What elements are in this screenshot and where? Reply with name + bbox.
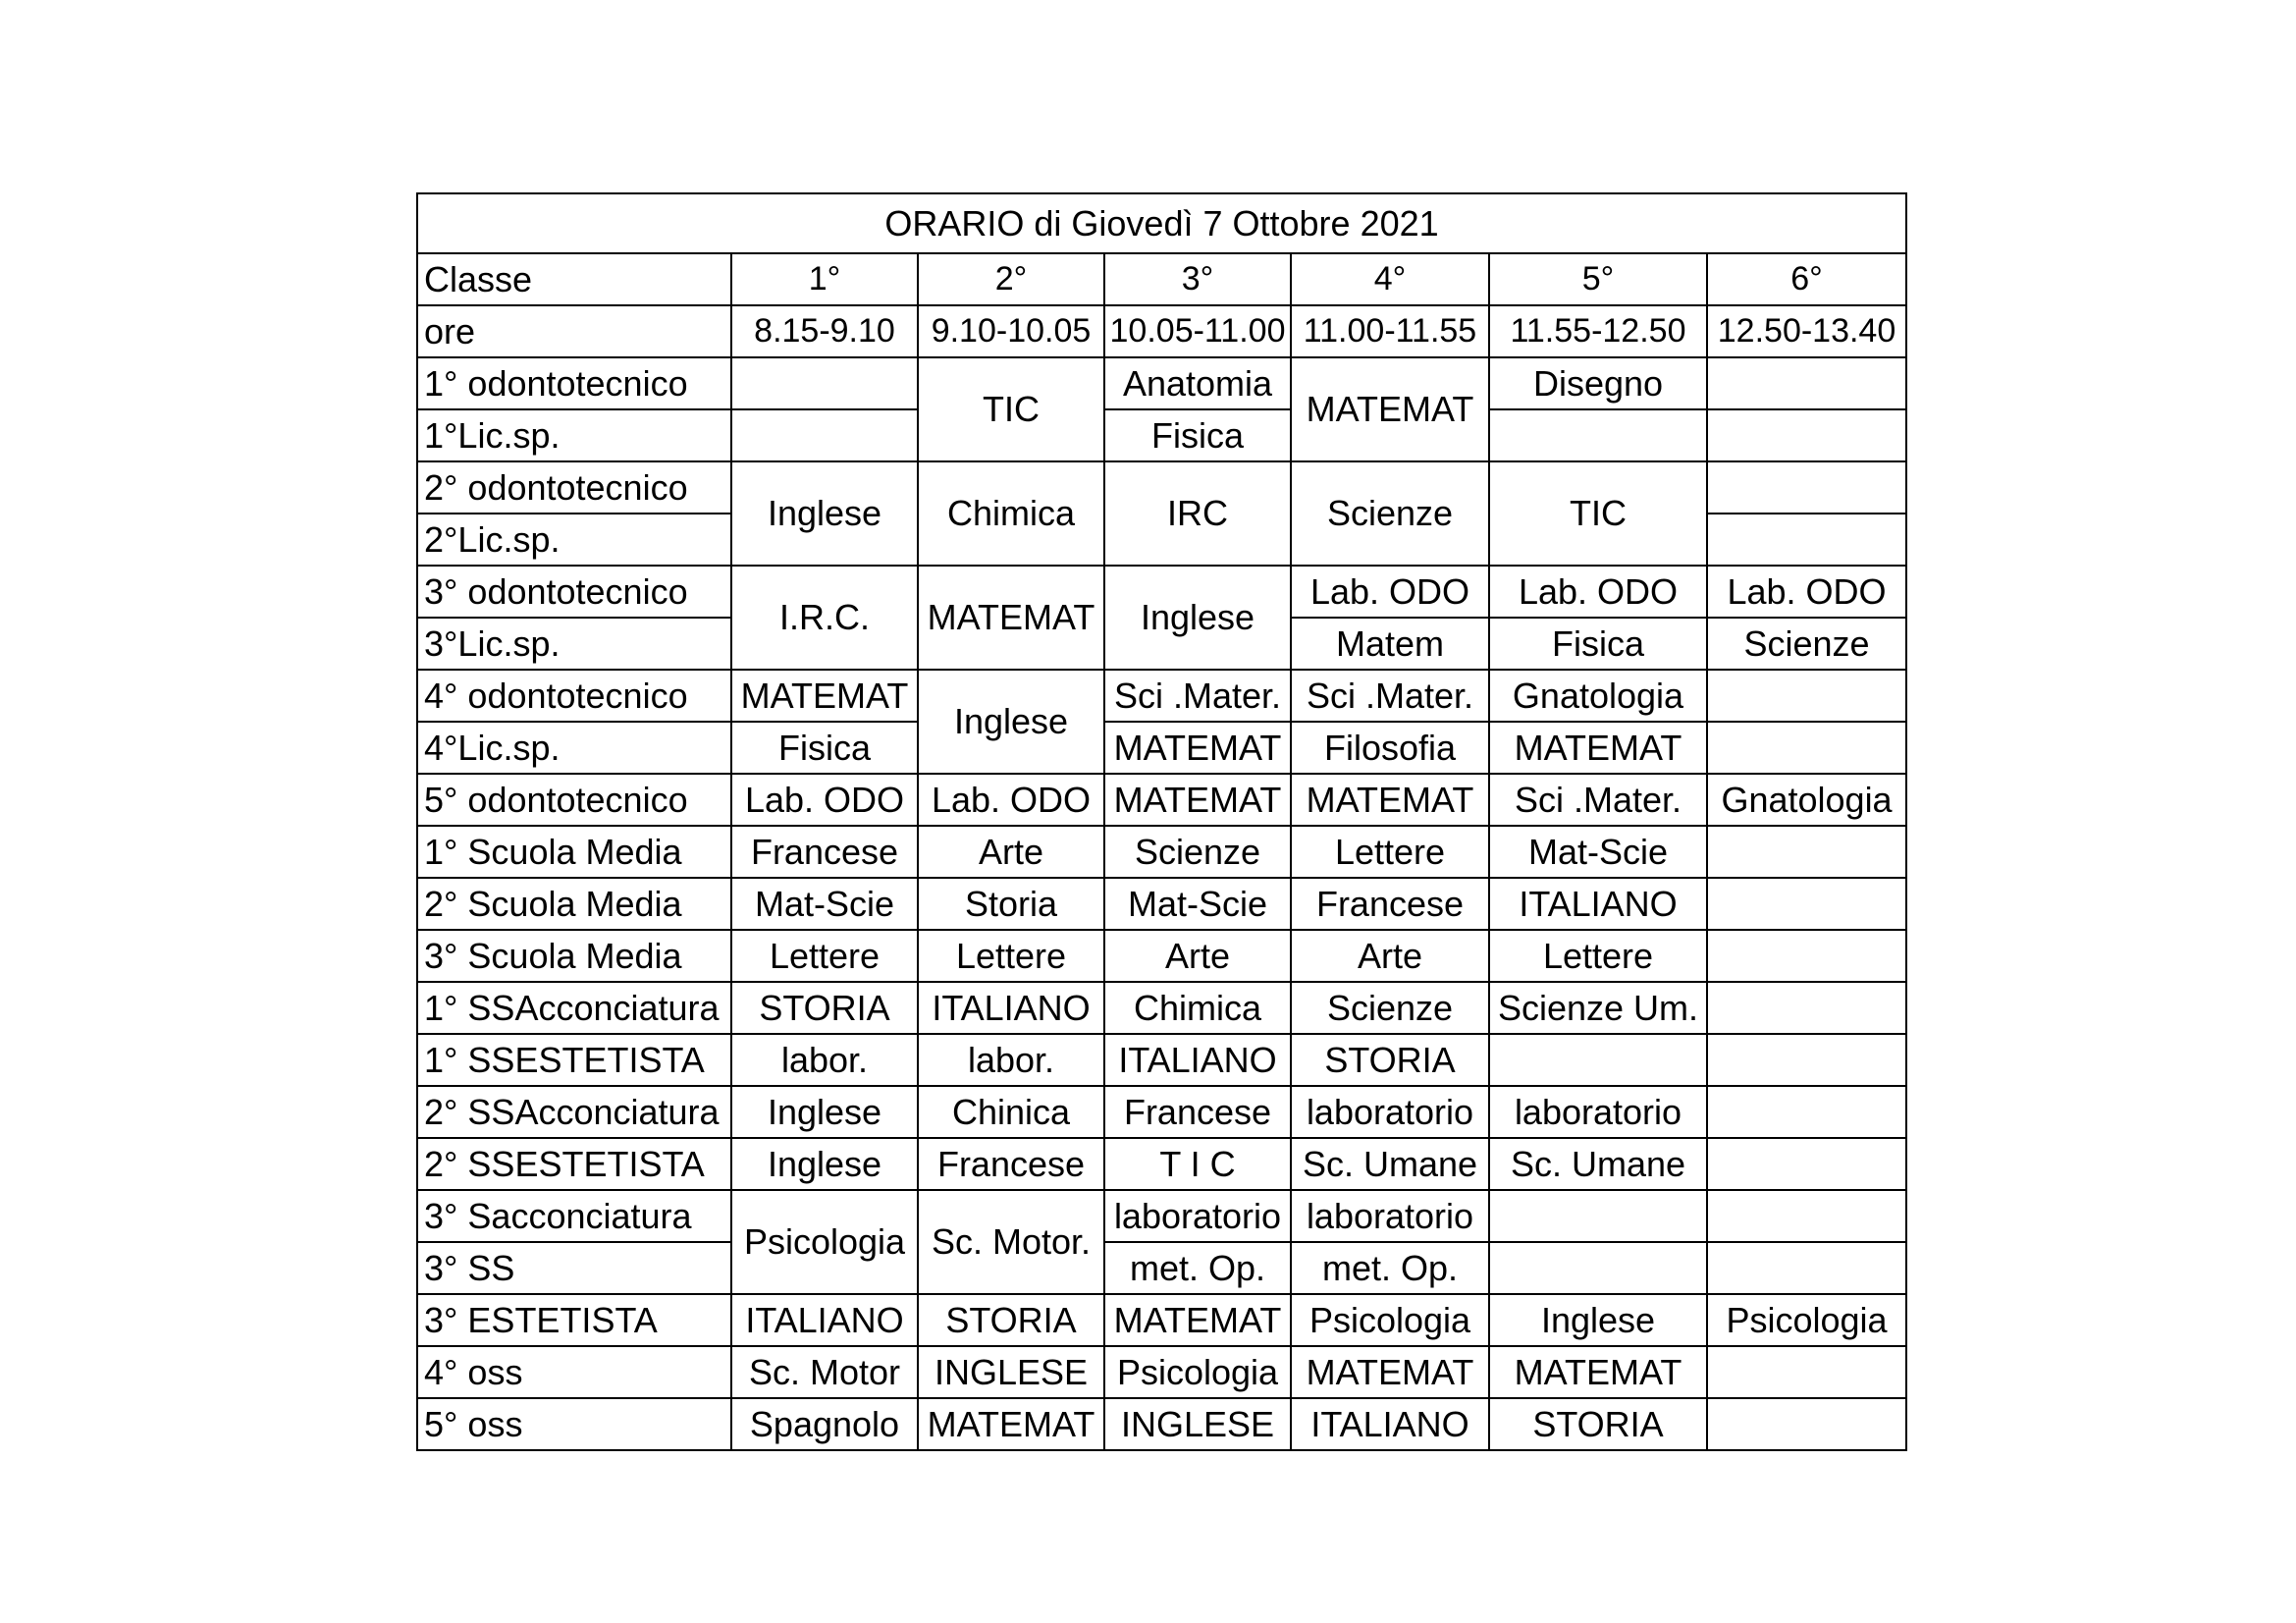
subject-cell: laboratorio — [1104, 1190, 1291, 1242]
class-name: 3° Sacconciatura — [417, 1190, 731, 1242]
subject-cell: Inglese — [731, 1086, 918, 1138]
subject-cell: STORIA — [1489, 1398, 1707, 1450]
table-row — [417, 1346, 1906, 1398]
subject-cell: Scienze — [1104, 826, 1291, 878]
schedule-sheet — [416, 192, 1905, 1451]
subject-cell: Lettere — [1291, 826, 1489, 878]
subject-cell — [1707, 670, 1906, 722]
subject-cell: Sci .Mater. — [1104, 670, 1291, 722]
subject-cell: Francese — [731, 826, 918, 878]
subject-cell: Chinica — [918, 1086, 1104, 1138]
subject-cell — [1707, 930, 1906, 982]
subject-cell: Sci .Mater. — [1291, 670, 1489, 722]
subject-cell: MATEMAT — [1291, 774, 1489, 826]
subject-cell: laboratorio — [1291, 1190, 1489, 1242]
subject-cell: Lab. ODO — [1291, 566, 1489, 618]
subject-cell: Francese — [1104, 1086, 1291, 1138]
subject-cell: ITALIANO — [918, 982, 1104, 1034]
subject-cell: MATEMAT — [1489, 1346, 1707, 1398]
table-row — [417, 722, 1906, 774]
subject-cell: Mat-Scie — [1489, 826, 1707, 878]
subject-cell: Matem — [1291, 618, 1489, 670]
subject-cell: Chimica — [918, 461, 1104, 566]
subject-cell: MATEMAT — [731, 670, 918, 722]
table-row — [417, 982, 1906, 1034]
subject-cell — [1707, 461, 1906, 514]
class-name: 2° Scuola Media — [417, 878, 731, 930]
subject-cell — [1489, 1242, 1707, 1294]
subject-cell: Inglese — [1104, 566, 1291, 670]
table-row — [417, 1190, 1906, 1242]
class-name: 2° SSESTETISTA — [417, 1138, 731, 1190]
hour-header-row — [417, 253, 1906, 305]
subject-cell: Gnatologia — [1707, 774, 1906, 826]
subject-cell: T I C — [1104, 1138, 1291, 1190]
subject-cell: ITALIANO — [1104, 1034, 1291, 1086]
subject-cell — [1707, 1138, 1906, 1190]
class-name: 2° odontotecnico — [417, 461, 731, 514]
table-row — [417, 878, 1906, 930]
class-name: 4° odontotecnico — [417, 670, 731, 722]
class-name: 2° SSAcconciatura — [417, 1086, 731, 1138]
subject-cell: labor. — [731, 1034, 918, 1086]
subject-cell: MATEMAT — [1291, 1346, 1489, 1398]
subject-cell: Sc. Motor. — [918, 1190, 1104, 1294]
class-name: 4° oss — [417, 1346, 731, 1398]
subject-cell: laboratorio — [1291, 1086, 1489, 1138]
subject-cell: Storia — [918, 878, 1104, 930]
time-slot: 11.00-11.55 — [1291, 305, 1489, 357]
subject-cell: Chimica — [1104, 982, 1291, 1034]
class-name: 3°Lic.sp. — [417, 618, 731, 670]
subject-cell: Psicologia — [1291, 1294, 1489, 1346]
time-slot: 10.05-11.00 — [1104, 305, 1291, 357]
subject-cell — [1707, 1034, 1906, 1086]
subject-cell: met. Op. — [1104, 1242, 1291, 1294]
class-name: 1° Scuola Media — [417, 826, 731, 878]
table-row — [417, 357, 1906, 409]
subject-cell: Scienze — [1707, 618, 1906, 670]
subject-cell: Psicologia — [1707, 1294, 1906, 1346]
table-row — [417, 670, 1906, 722]
subject-cell: Arte — [1104, 930, 1291, 982]
subject-cell: TIC — [1489, 461, 1707, 566]
hour-header: 3° — [1104, 253, 1291, 305]
subject-cell: Arte — [918, 826, 1104, 878]
subject-cell: Arte — [1291, 930, 1489, 982]
subject-cell — [1489, 409, 1707, 461]
table-row — [417, 1086, 1906, 1138]
subject-cell: INGLESE — [1104, 1398, 1291, 1450]
subject-cell — [1707, 514, 1906, 566]
title-row — [417, 193, 1906, 253]
subject-cell: Fisica — [1489, 618, 1707, 670]
subject-cell: ITALIANO — [731, 1294, 918, 1346]
subject-cell — [1707, 982, 1906, 1034]
subject-cell: Scienze — [1291, 982, 1489, 1034]
subject-cell: Anatomia — [1104, 357, 1291, 409]
subject-cell — [1707, 722, 1906, 774]
subject-cell: Inglese — [918, 670, 1104, 774]
subject-cell — [1707, 1398, 1906, 1450]
subject-cell: Inglese — [731, 461, 918, 566]
table-row — [417, 409, 1906, 461]
subject-cell: ITALIANO — [1489, 878, 1707, 930]
table-row — [417, 1138, 1906, 1190]
subject-cell: Lettere — [918, 930, 1104, 982]
subject-cell: Fisica — [731, 722, 918, 774]
hour-header: 1° — [731, 253, 918, 305]
subject-cell — [1707, 826, 1906, 878]
subject-cell: Gnatologia — [1489, 670, 1707, 722]
subject-cell: TIC — [918, 357, 1104, 461]
subject-cell: Psicologia — [731, 1190, 918, 1294]
subject-cell: Lab. ODO — [918, 774, 1104, 826]
time-slot: 9.10-10.05 — [918, 305, 1104, 357]
table-row — [417, 930, 1906, 982]
subject-cell: labor. — [918, 1034, 1104, 1086]
subject-cell — [731, 357, 918, 409]
subject-cell: Psicologia — [1104, 1346, 1291, 1398]
table-row — [417, 774, 1906, 826]
subject-cell: Lab. ODO — [1489, 566, 1707, 618]
class-header: Classe — [417, 253, 731, 305]
time-label: ore — [417, 305, 731, 357]
subject-cell: MATEMAT — [1291, 357, 1489, 461]
subject-cell: STORIA — [918, 1294, 1104, 1346]
subject-cell: Francese — [918, 1138, 1104, 1190]
hour-header: 4° — [1291, 253, 1489, 305]
subject-cell: STORIA — [1291, 1034, 1489, 1086]
class-name: 3° ESTETISTA — [417, 1294, 731, 1346]
subject-cell: I.R.C. — [731, 566, 918, 670]
subject-cell: Mat-Scie — [731, 878, 918, 930]
subject-cell — [1489, 1190, 1707, 1242]
subject-cell — [1707, 1190, 1906, 1242]
subject-cell: Lettere — [731, 930, 918, 982]
subject-cell: Inglese — [1489, 1294, 1707, 1346]
subject-cell: laboratorio — [1489, 1086, 1707, 1138]
subject-cell: MATEMAT — [918, 1398, 1104, 1450]
schedule-table — [416, 192, 1907, 1451]
time-row — [417, 305, 1906, 357]
class-name: 1° SSAcconciatura — [417, 982, 731, 1034]
subject-cell: Spagnolo — [731, 1398, 918, 1450]
subject-cell: Filosofia — [1291, 722, 1489, 774]
subject-cell: Lab. ODO — [731, 774, 918, 826]
class-name: 5° oss — [417, 1398, 731, 1450]
table-row — [417, 1294, 1906, 1346]
subject-cell: Mat-Scie — [1104, 878, 1291, 930]
table-row — [417, 1398, 1906, 1450]
hour-header: 6° — [1707, 253, 1906, 305]
subject-cell: Disegno — [1489, 357, 1707, 409]
schedule-title: ORARIO di Giovedì 7 Ottobre 2021 — [417, 193, 1906, 253]
class-name: 2°Lic.sp. — [417, 514, 731, 566]
subject-cell: IRC — [1104, 461, 1291, 566]
subject-cell: Sc. Motor — [731, 1346, 918, 1398]
subject-cell: STORIA — [731, 982, 918, 1034]
subject-cell: INGLESE — [918, 1346, 1104, 1398]
subject-cell — [1707, 357, 1906, 409]
subject-cell: Scienze Um. — [1489, 982, 1707, 1034]
table-row — [417, 826, 1906, 878]
subject-cell: MATEMAT — [1104, 1294, 1291, 1346]
class-name: 3° SS — [417, 1242, 731, 1294]
class-name: 3° odontotecnico — [417, 566, 731, 618]
subject-cell — [1489, 1034, 1707, 1086]
subject-cell: Lab. ODO — [1707, 566, 1906, 618]
subject-cell: Sc. Umane — [1291, 1138, 1489, 1190]
class-name: 4°Lic.sp. — [417, 722, 731, 774]
hour-header: 5° — [1489, 253, 1707, 305]
subject-cell: Francese — [1291, 878, 1489, 930]
subject-cell: MATEMAT — [918, 566, 1104, 670]
subject-cell: Scienze — [1291, 461, 1489, 566]
subject-cell — [1707, 1086, 1906, 1138]
subject-cell — [1707, 1242, 1906, 1294]
class-name: 1° SSESTETISTA — [417, 1034, 731, 1086]
subject-cell: Inglese — [731, 1138, 918, 1190]
subject-cell: MATEMAT — [1489, 722, 1707, 774]
class-name: 1°Lic.sp. — [417, 409, 731, 461]
subject-cell: Sci .Mater. — [1489, 774, 1707, 826]
hour-header: 2° — [918, 253, 1104, 305]
subject-cell — [1707, 878, 1906, 930]
table-row — [417, 566, 1906, 618]
table-row — [417, 1034, 1906, 1086]
subject-cell — [731, 409, 918, 461]
subject-cell: Fisica — [1104, 409, 1291, 461]
table-row — [417, 461, 1906, 514]
subject-cell: Sc. Umane — [1489, 1138, 1707, 1190]
class-name: 1° odontotecnico — [417, 357, 731, 409]
time-slot: 11.55-12.50 — [1489, 305, 1707, 357]
class-name: 3° Scuola Media — [417, 930, 731, 982]
subject-cell: Lettere — [1489, 930, 1707, 982]
subject-cell: MATEMAT — [1104, 774, 1291, 826]
time-slot: 8.15-9.10 — [731, 305, 918, 357]
subject-cell — [1707, 409, 1906, 461]
subject-cell: met. Op. — [1291, 1242, 1489, 1294]
table-row — [417, 1242, 1906, 1294]
subject-cell: ITALIANO — [1291, 1398, 1489, 1450]
time-slot: 12.50-13.40 — [1707, 305, 1906, 357]
subject-cell — [1707, 1346, 1906, 1398]
subject-cell: MATEMAT — [1104, 722, 1291, 774]
class-name: 5° odontotecnico — [417, 774, 731, 826]
